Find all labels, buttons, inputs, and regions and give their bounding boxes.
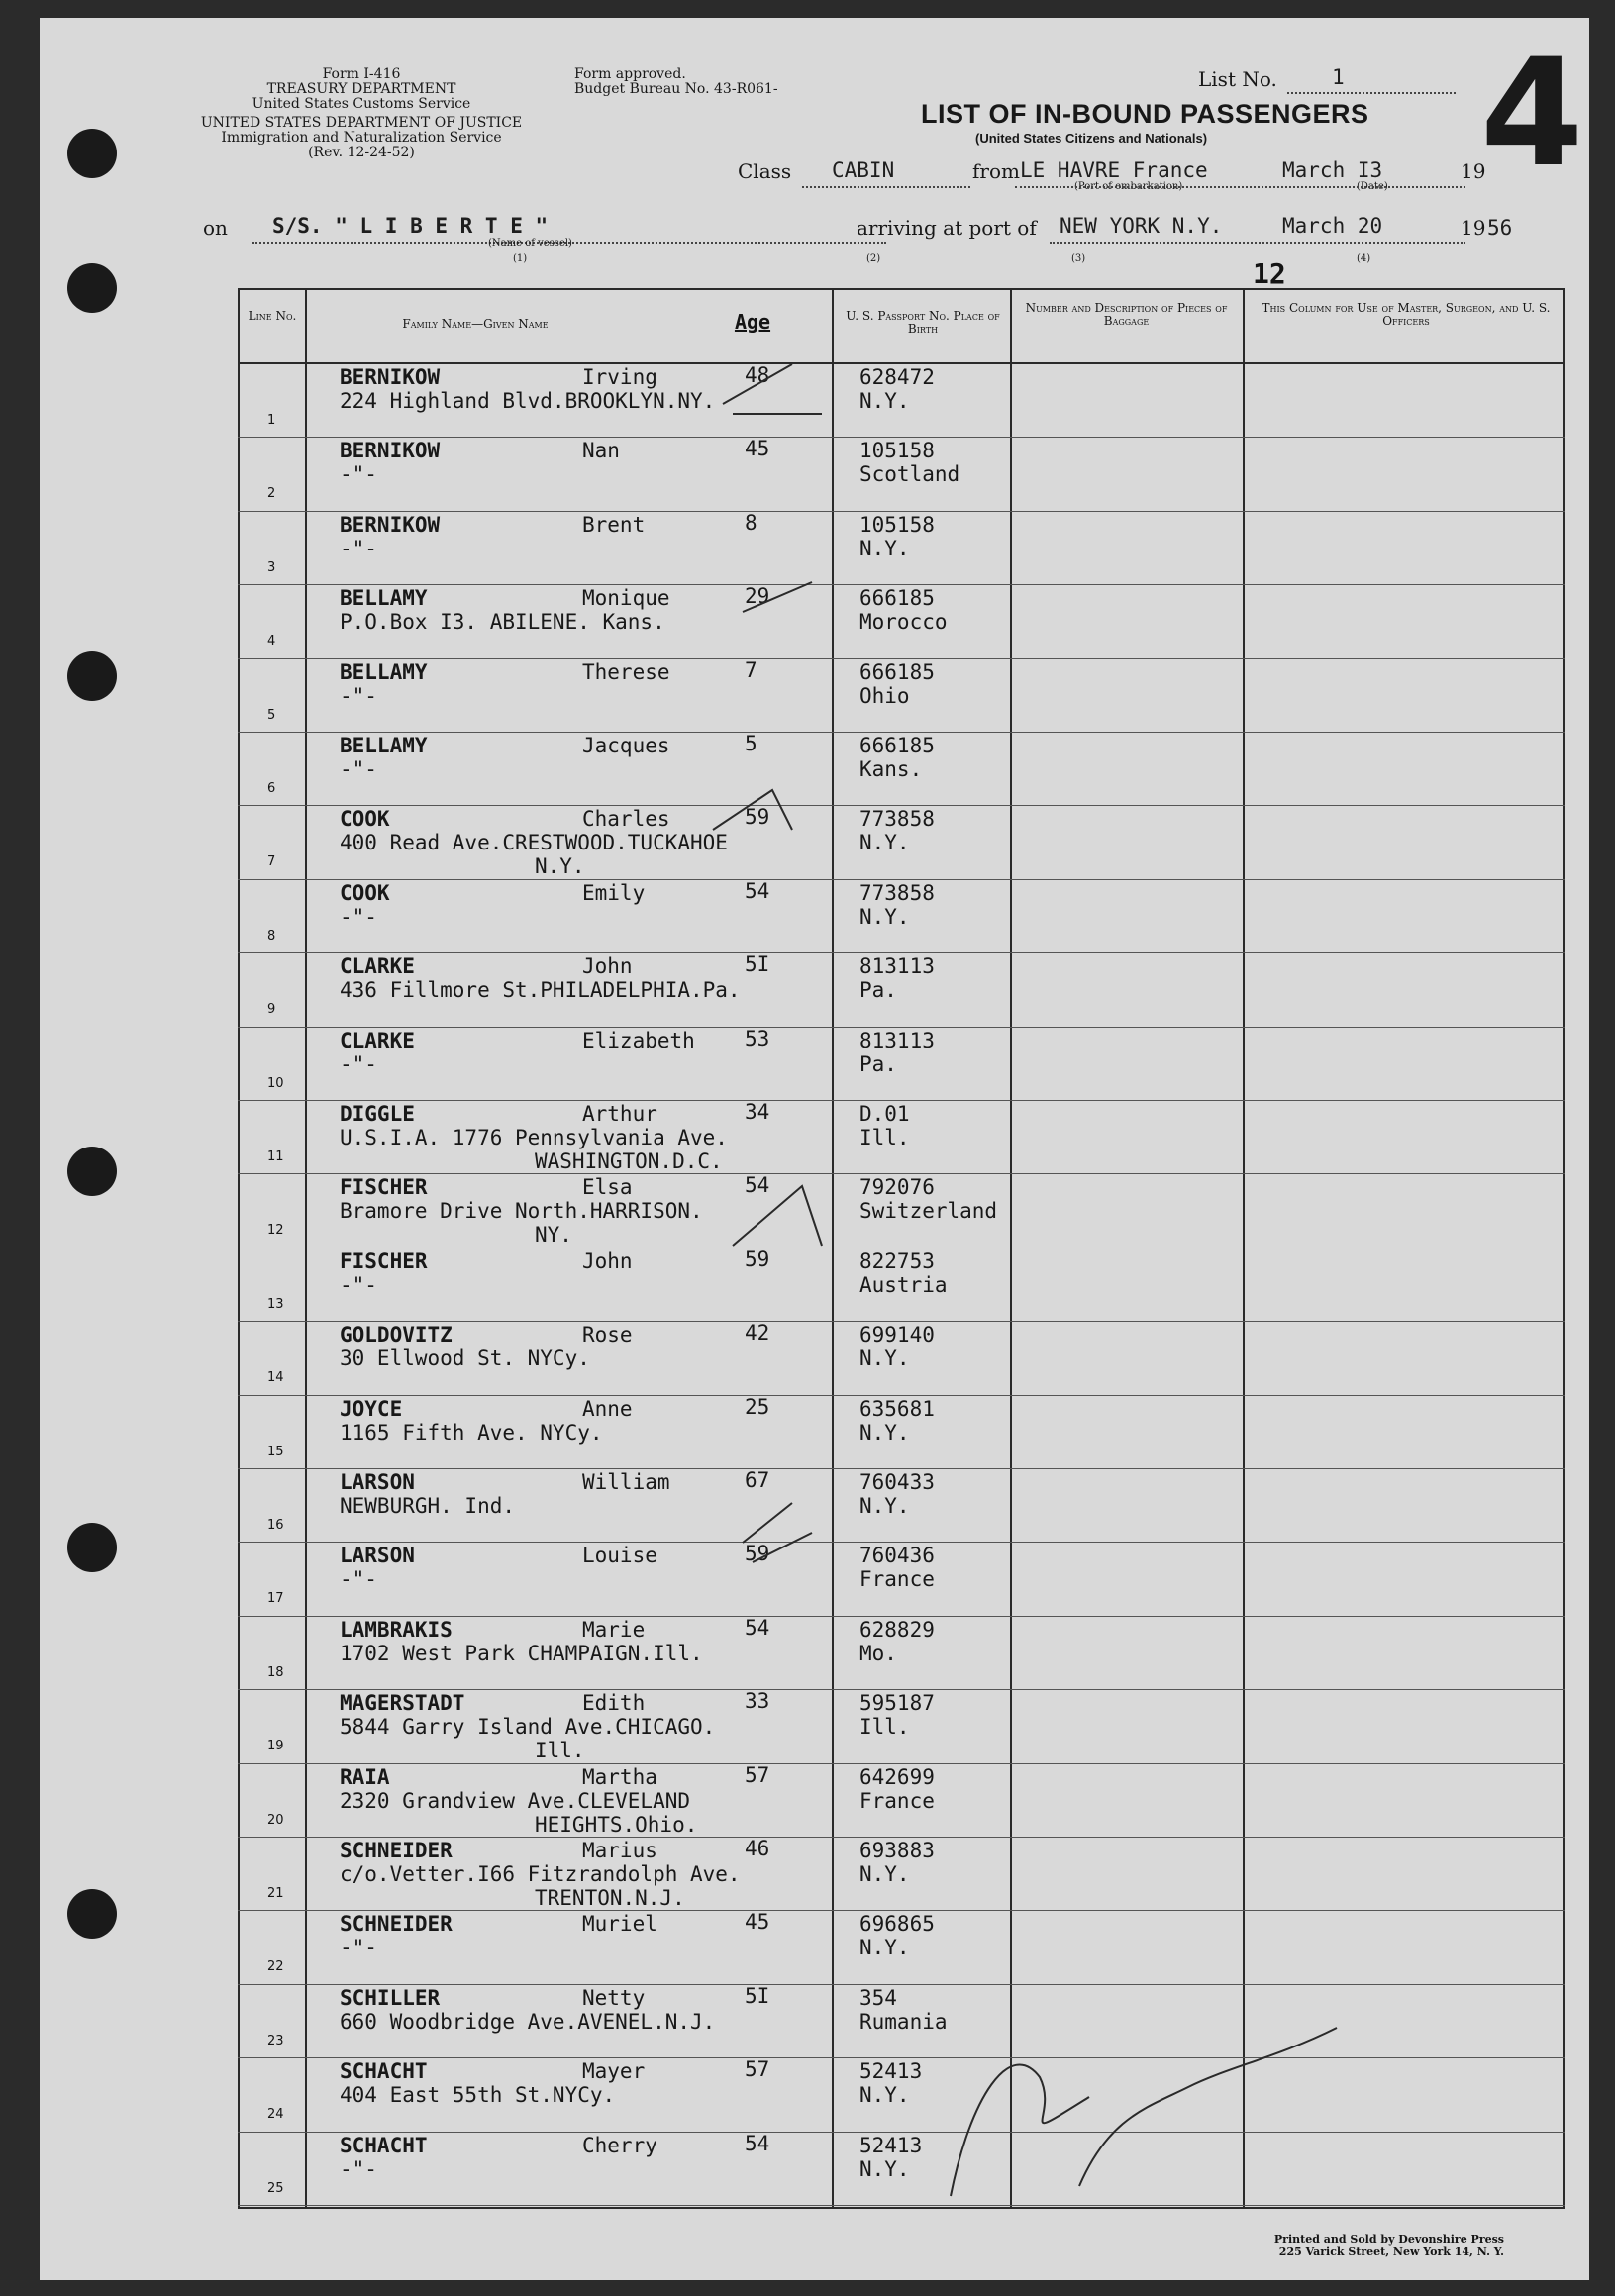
- family-name: RAIA: [340, 1764, 390, 1789]
- address-continued: TRENTON.N.J.: [535, 1886, 685, 1910]
- address: -"-: [340, 1567, 377, 1592]
- printer-address: 225 Varick Street, New York 14, N. Y.: [1278, 2246, 1504, 2258]
- address: 1165 Fifth Ave. NYCy.: [340, 1420, 603, 1445]
- place-of-birth: Scotland: [859, 462, 960, 487]
- place-of-birth: Morocco: [859, 610, 948, 635]
- given-name: Mayer: [582, 2059, 646, 2084]
- family-name: SCHNEIDER: [340, 1839, 453, 1862]
- line-number: 24: [267, 2107, 284, 2123]
- family-name: JOYCE: [340, 1396, 403, 1421]
- line-number: 17: [267, 1591, 284, 1607]
- customs-service: United States Customs Service: [252, 96, 471, 112]
- address: -"-: [340, 1272, 377, 1297]
- given-name: Therese: [582, 659, 670, 684]
- manifest-page: [40, 18, 1589, 2280]
- age-value: 33: [745, 1689, 770, 1714]
- family-name: FISCHER: [340, 1248, 428, 1273]
- passport-number: 628472: [859, 365, 935, 389]
- family-name: DIGGLE: [340, 1102, 415, 1126]
- given-name: Cherry: [582, 2133, 657, 2157]
- family-name: FISCHER: [340, 1175, 428, 1200]
- header-officers: This Column for Use of Master, Surgeon, and U. S. Officers: [1262, 301, 1551, 328]
- family-name: CLARKE: [340, 954, 415, 979]
- line-number: 5: [267, 707, 276, 723]
- place-of-birth: Switzerland: [859, 1199, 998, 1224]
- approval-line: Form approved.: [574, 66, 686, 82]
- address: 400 Read Ave.CRESTWOOD.TUCKAHOE: [340, 831, 728, 855]
- place-of-birth: France: [859, 1788, 935, 1813]
- age-value: 5: [745, 732, 757, 755]
- page-subtitle: (United States Citizens and Nationals): [975, 131, 1208, 146]
- place-of-birth: Rumania: [859, 2009, 948, 2034]
- year-prefix-1: 19: [1461, 159, 1486, 183]
- place-of-birth: Mo.: [859, 1641, 897, 1665]
- family-name: BELLAMY: [340, 586, 428, 611]
- passport-number: 52413: [859, 2059, 923, 2084]
- line-number: 12: [267, 1223, 284, 1239]
- line-number: 8: [267, 928, 276, 944]
- address-continued: Ill.: [535, 1739, 585, 1763]
- vessel-caption: (Name of vessel): [488, 238, 572, 249]
- family-name: LARSON: [340, 1470, 415, 1494]
- line-number: 9: [267, 1002, 276, 1018]
- address-continued: N.Y.: [535, 854, 585, 879]
- place-of-birth: Ill.: [859, 1715, 910, 1740]
- place-of-birth: N.Y.: [859, 2083, 910, 2108]
- address-continued: NY.: [535, 1223, 572, 1248]
- signature-scribble: [1079, 2028, 1337, 2186]
- place-of-birth: Pa.: [859, 1051, 897, 1076]
- address: 2320 Grandview Ave.CLEVELAND: [340, 1788, 691, 1813]
- from-label: from: [972, 159, 1020, 183]
- address: NEWBURGH. Ind.: [340, 1494, 516, 1518]
- place-of-birth: France: [859, 1567, 935, 1592]
- line-number: 3: [267, 559, 276, 575]
- given-name: John: [582, 954, 633, 979]
- on-label: on: [203, 216, 228, 240]
- place-of-birth: N.Y.: [859, 389, 910, 413]
- passport-number: 666185: [859, 659, 935, 684]
- family-name: COOK: [340, 880, 390, 905]
- place-of-birth: Austria: [859, 1272, 948, 1297]
- address: 436 Fillmore St.PHILADELPHIA.Pa.: [340, 978, 741, 1003]
- place-of-birth: Pa.: [859, 978, 897, 1003]
- line-number: 21: [267, 1886, 284, 1901]
- given-name: Brent: [582, 512, 646, 537]
- header-passport: U. S. Passport No. Place of Birth: [846, 309, 1000, 336]
- header-line-no: Line No.: [248, 309, 297, 323]
- form-revision: (Rev. 12-24-52): [308, 145, 415, 160]
- class-label: Class: [738, 159, 792, 183]
- family-name: SCHILLER: [340, 1985, 441, 2010]
- column-3-marker: (3): [1071, 253, 1086, 264]
- address: -"-: [340, 462, 377, 487]
- place-of-birth: N.Y.: [859, 2156, 910, 2181]
- given-name: Edith: [582, 1691, 646, 1716]
- passport-number: 642699: [859, 1764, 935, 1789]
- header-age: Age: [734, 310, 771, 334]
- address: 224 Highland Blvd.BROOKLYN.NY.: [340, 389, 716, 413]
- passport-number: 666185: [859, 734, 935, 757]
- sheet-number: 4: [1480, 28, 1584, 200]
- passport-number: 635681: [859, 1396, 935, 1421]
- family-name: SCHNEIDER: [340, 1912, 453, 1937]
- passport-number: 696865: [859, 1912, 935, 1937]
- line-number: 25: [267, 2180, 284, 2196]
- family-name: SCHACHT: [340, 2133, 428, 2157]
- page-title: LIST OF IN-BOUND PASSENGERS: [921, 99, 1369, 129]
- line-number: 15: [267, 1444, 284, 1459]
- address: Bramore Drive North.HARRISON.: [340, 1199, 703, 1224]
- given-name: Netty: [582, 1985, 646, 2010]
- passport-number: 813113: [859, 954, 935, 979]
- year-suffix: 56: [1487, 216, 1513, 240]
- place-of-birth: N.Y.: [859, 536, 910, 560]
- age-value: 46: [745, 1837, 770, 1860]
- family-name: CLARKE: [340, 1028, 415, 1052]
- class-value: CABIN: [832, 158, 895, 182]
- arriving-label: arriving at port of: [857, 216, 1037, 240]
- line-number: 18: [267, 1664, 284, 1680]
- date-caption: (Date): [1357, 181, 1388, 192]
- address: -"-: [340, 2156, 377, 2181]
- line-number: 20: [267, 1812, 284, 1828]
- age-value: 45: [745, 437, 770, 461]
- address: 404 East 55th St.NYCy.: [340, 2083, 616, 2108]
- passport-number: 693883: [859, 1839, 935, 1862]
- passport-number: 628829: [859, 1617, 935, 1642]
- age-value: 8: [745, 510, 757, 535]
- line-number: 4: [267, 634, 276, 649]
- given-name: Jacques: [582, 734, 670, 757]
- address: -"-: [340, 536, 377, 560]
- passport-number: 354: [859, 1985, 897, 2010]
- family-name: SCHACHT: [340, 2059, 428, 2084]
- line-number: 10: [267, 1075, 284, 1091]
- check-mark: [723, 364, 822, 414]
- justice-dept: UNITED STATES DEPARTMENT OF JUSTICE: [200, 115, 523, 131]
- immigration-service: Immigration and Naturalization Service: [221, 130, 502, 146]
- line-number: 6: [267, 781, 276, 796]
- line-number: 22: [267, 1959, 284, 1975]
- passport-number: 792076: [859, 1175, 935, 1200]
- line-number: 1: [267, 413, 276, 428]
- address-continued: WASHINGTON.D.C.: [535, 1149, 723, 1173]
- age-value: 59: [745, 805, 770, 830]
- header-name: Family Name—Given Name: [402, 317, 549, 331]
- given-name: Elizabeth: [582, 1028, 695, 1052]
- given-name: Martha: [582, 1764, 657, 1789]
- family-name: BELLAMY: [340, 734, 428, 757]
- place-of-birth: Ohio: [859, 683, 910, 708]
- place-of-birth: Kans.: [859, 757, 923, 781]
- place-of-birth: N.Y.: [859, 904, 910, 929]
- place-of-birth: N.Y.: [859, 1862, 910, 1886]
- column-4-marker: (4): [1357, 253, 1371, 264]
- given-name: Monique: [582, 586, 670, 611]
- passport-number: D.01: [859, 1102, 910, 1126]
- address: 660 Woodbridge Ave.AVENEL.N.J.: [340, 2009, 716, 2034]
- line-number: 2: [267, 486, 276, 502]
- embarkation-date: March I3: [1282, 158, 1383, 182]
- address: -"-: [340, 1051, 377, 1076]
- family-name: LARSON: [340, 1544, 415, 1568]
- age-value: 34: [745, 1100, 770, 1124]
- age-value: 59: [745, 1542, 770, 1566]
- given-name: Arthur: [582, 1102, 657, 1126]
- age-value: 54: [745, 1615, 770, 1640]
- passport-number: 773858: [859, 807, 935, 832]
- age-value: 54: [745, 878, 770, 903]
- address: 5844 Garry Island Ave.CHICAGO.: [340, 1715, 716, 1740]
- given-name: Muriel: [582, 1912, 657, 1937]
- line-number: 19: [267, 1739, 284, 1754]
- family-name: BELLAMY: [340, 659, 428, 684]
- age-value: 54: [745, 1173, 770, 1198]
- address: U.S.I.A. 1776 Pennsylvania Ave.: [340, 1126, 728, 1149]
- given-name: Charles: [582, 807, 670, 832]
- passport-number: 760433: [859, 1470, 935, 1494]
- port-of-embarkation: LE HAVRE France: [1020, 158, 1208, 182]
- family-name: BERNIKOW: [340, 512, 441, 537]
- passport-number: 822753: [859, 1248, 935, 1273]
- line-number: 23: [267, 2033, 284, 2048]
- given-name: Louise: [582, 1544, 657, 1568]
- form-number: Form I-416: [322, 66, 401, 82]
- age-value: 29: [745, 584, 770, 609]
- given-name: Marius: [582, 1839, 657, 1862]
- list-number-label: List No.: [1198, 67, 1277, 91]
- signature-scribble: [951, 2064, 1089, 2196]
- given-name: Emily: [582, 880, 646, 905]
- age-value: 48: [745, 363, 770, 387]
- budget-number: Budget Bureau No. 43-R061-: [574, 81, 778, 97]
- handwritten-marks: [40, 18, 1589, 2280]
- check-mark: [743, 582, 812, 612]
- passport-number: 760436: [859, 1544, 935, 1568]
- arrival-date: March 20: [1282, 214, 1383, 238]
- age-value: 25: [745, 1394, 770, 1419]
- place-of-birth: N.Y.: [859, 1347, 910, 1371]
- family-name: LAMBRAKIS: [340, 1617, 453, 1642]
- year-prefix-2: 19: [1461, 216, 1486, 240]
- passport-number: 813113: [859, 1028, 935, 1052]
- line-number: 13: [267, 1296, 284, 1312]
- age-value: 5I: [745, 1983, 770, 2008]
- family-name: GOLDOVITZ: [340, 1323, 453, 1348]
- age-value: 42: [745, 1321, 770, 1346]
- passport-number: 105158: [859, 439, 935, 463]
- passport-number: 699140: [859, 1323, 935, 1348]
- passport-number: 666185: [859, 586, 935, 611]
- place-of-birth: N.Y.: [859, 1420, 910, 1445]
- age-value: 53: [745, 1026, 770, 1050]
- address: -"-: [340, 904, 377, 929]
- printer-name: Printed and Sold by Devonshire Press: [1273, 2233, 1504, 2246]
- address: c/o.Vetter.I66 Fitzrandolph Ave.: [340, 1862, 741, 1886]
- place-of-birth: Ill.: [859, 1126, 910, 1149]
- given-name: Nan: [582, 439, 620, 463]
- treasury-dept: TREASURY DEPARTMENT: [266, 81, 456, 97]
- list-number-value: 1: [1332, 65, 1345, 89]
- given-name: Elsa: [582, 1175, 633, 1200]
- place-of-birth: N.Y.: [859, 831, 910, 855]
- line-number: 14: [267, 1370, 284, 1386]
- address: -"-: [340, 1936, 377, 1960]
- address: 30 Ellwood St. NYCy.: [340, 1347, 590, 1371]
- header-baggage: Number and Description of Pieces of Baggage: [1025, 301, 1228, 328]
- age-value: 57: [745, 1762, 770, 1787]
- given-name: Rose: [582, 1323, 633, 1348]
- address: 1702 West Park CHAMPAIGN.Ill.: [340, 1641, 703, 1665]
- age-value: 57: [745, 2057, 770, 2082]
- age-value: 67: [745, 1468, 770, 1492]
- address: -"-: [340, 757, 377, 781]
- passport-number: 773858: [859, 880, 935, 905]
- family-name: BERNIKOW: [340, 365, 441, 389]
- officer-notation: 12: [1253, 257, 1286, 290]
- given-name: Marie: [582, 1617, 646, 1642]
- line-number: 7: [267, 854, 276, 870]
- arrival-port: NEW YORK N.Y.: [1060, 214, 1223, 238]
- check-mark: [713, 790, 792, 830]
- age-value: 54: [745, 2131, 770, 2155]
- address: P.O.Box I3. ABILENE. Kans.: [340, 610, 665, 635]
- passport-number: 52413: [859, 2133, 923, 2157]
- line-number: 11: [267, 1149, 284, 1164]
- address-continued: HEIGHTS.Ohio.: [535, 1812, 698, 1837]
- family-name: MAGERSTADT: [340, 1691, 465, 1716]
- given-name: William: [582, 1470, 670, 1494]
- column-1-marker: (1): [513, 253, 528, 264]
- passport-number: 595187: [859, 1691, 935, 1716]
- address: -"-: [340, 683, 377, 708]
- age-value: 45: [745, 1910, 770, 1935]
- place-of-birth: N.Y.: [859, 1936, 910, 1960]
- check-mark: [733, 1186, 822, 1246]
- age-value: 7: [745, 657, 757, 682]
- place-of-birth: N.Y.: [859, 1494, 910, 1518]
- column-2-marker: (2): [866, 253, 881, 264]
- age-value: 59: [745, 1247, 770, 1271]
- check-mark: [743, 1503, 812, 1562]
- given-name: John: [582, 1248, 633, 1273]
- family-name: BERNIKOW: [340, 439, 441, 463]
- given-name: Anne: [582, 1396, 633, 1421]
- line-number: 16: [267, 1518, 284, 1533]
- vessel-name: S/S. " L I B E R T E ": [272, 214, 549, 238]
- port-caption: (Port of embarkation): [1074, 181, 1183, 192]
- age-value: 5I: [745, 952, 770, 977]
- family-name: COOK: [340, 807, 390, 832]
- given-name: Irving: [582, 365, 657, 389]
- passport-number: 105158: [859, 512, 935, 537]
